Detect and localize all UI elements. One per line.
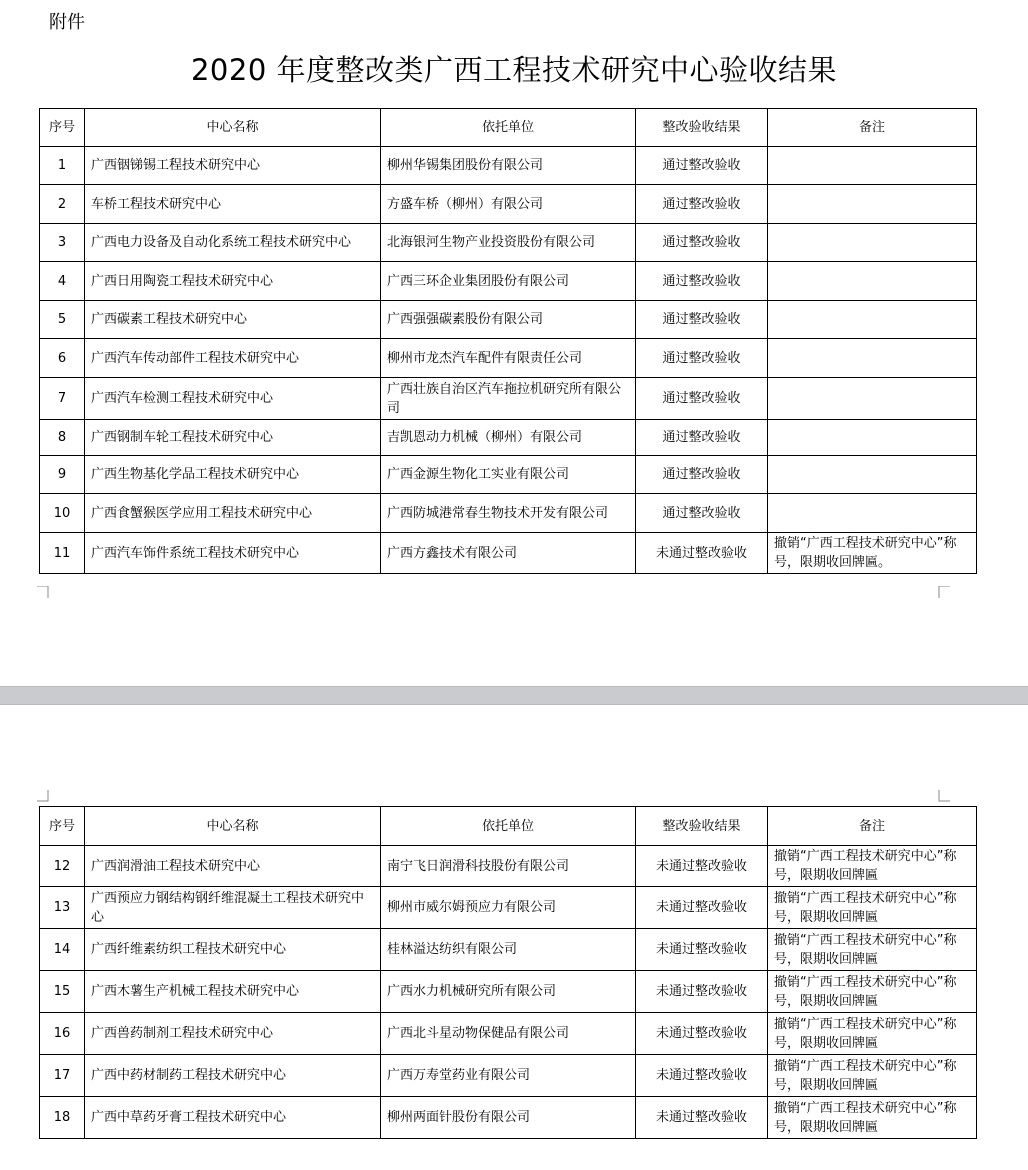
remark-cell [768,185,977,224]
host-unit-cell: 柳州两面针股份有限公司 [381,1097,636,1139]
crop-mark-icon [37,586,49,598]
remark-cell: 撤销“广西工程技术研究中心”称号，限期收回牌匾 [768,929,977,971]
acceptance-result-cell: 未通过整改验收 [636,1013,768,1055]
row-number-cell: 4 [40,262,85,301]
center-name-cell: 广西汽车传动部件工程技术研究中心 [85,339,381,378]
host-unit-cell: 北海银河生物产业投资股份有限公司 [381,224,636,262]
row-number-cell: 18 [40,1097,85,1139]
center-name-cell: 广西碳素工程技术研究中心 [85,301,381,339]
table-row [40,262,977,301]
attachment-label: 附件 [49,12,85,33]
center-name-cell: 广西生物基化学品工程技术研究中心 [85,456,381,494]
results-table-page1 [39,108,977,574]
acceptance-result-cell: 通过整改验收 [636,301,768,339]
acceptance-result-cell: 通过整改验收 [636,494,768,533]
row-number-cell: 3 [40,224,85,262]
acceptance-result-cell: 通过整改验收 [636,420,768,456]
header-remark: 备注 [768,807,977,846]
acceptance-result-cell: 未通过整改验收 [636,1055,768,1097]
remark-cell: 撤销“广西工程技术研究中心”称号，限期收回牌匾 [768,1097,977,1139]
center-name-cell: 广西铟锑锡工程技术研究中心 [85,147,381,185]
header-center: 中心名称 [85,109,381,147]
remark-cell [768,147,977,185]
header-no: 序号 [40,109,85,147]
center-name-cell: 广西润滑油工程技术研究中心 [85,846,381,887]
table-row [40,224,977,262]
acceptance-result-cell: 未通过整改验收 [636,929,768,971]
remark-cell [768,420,977,456]
header-unit: 依托单位 [381,807,636,846]
header-remark: 备注 [768,109,977,147]
row-number-cell: 2 [40,185,85,224]
remark-cell: 撤销“广西工程技术研究中心”称号，限期收回牌匾 [768,846,977,887]
acceptance-result-cell: 通过整改验收 [636,224,768,262]
table-row [40,301,977,339]
acceptance-result-cell: 未通过整改验收 [636,1097,768,1139]
center-name-cell: 广西食蟹猴医学应用工程技术研究中心 [85,494,381,533]
table-row [40,185,977,224]
acceptance-result-cell: 通过整改验收 [636,456,768,494]
table-row [40,533,977,574]
table-row [40,1097,977,1139]
remark-cell [768,378,977,420]
host-unit-cell: 广西金源生物化工实业有限公司 [381,456,636,494]
table-row [40,378,977,420]
center-name-cell: 广西纤维素纺织工程技术研究中心 [85,929,381,971]
header-center: 中心名称 [85,807,381,846]
host-unit-cell: 广西防城港常春生物技术开发有限公司 [381,494,636,533]
remark-cell [768,339,977,378]
host-unit-cell: 广西北斗星动物保健品有限公司 [381,1013,636,1055]
acceptance-result-cell: 未通过整改验收 [636,533,768,574]
center-name-cell: 广西兽药制剂工程技术研究中心 [85,1013,381,1055]
remark-cell: 撤销“广西工程技术研究中心”称号，限期收回牌匾 [768,1055,977,1097]
row-number-cell: 6 [40,339,85,378]
table-row [40,494,977,533]
header-result: 整改验收结果 [636,807,768,846]
host-unit-cell: 柳州市威尔姆预应力有限公司 [381,887,636,929]
table-row [40,929,977,971]
center-name-cell: 广西中药材制药工程技术研究中心 [85,1055,381,1097]
center-name-cell: 广西汽车饰件系统工程技术研究中心 [85,533,381,574]
center-name-cell: 广西日用陶瓷工程技术研究中心 [85,262,381,301]
acceptance-result-cell: 通过整改验收 [636,378,768,420]
remark-cell: 撤销“广西工程技术研究中心”称号，限期收回牌匾 [768,887,977,929]
page-separator [0,686,1028,705]
table-row [40,887,977,929]
table-row [40,339,977,378]
remark-cell [768,301,977,339]
row-number-cell: 5 [40,301,85,339]
row-number-cell: 11 [40,533,85,574]
row-number-cell: 12 [40,846,85,887]
row-number-cell: 7 [40,378,85,420]
acceptance-result-cell: 未通过整改验收 [636,887,768,929]
host-unit-cell: 吉凯恩动力机械（柳州）有限公司 [381,420,636,456]
host-unit-cell: 柳州市龙杰汽车配件有限责任公司 [381,339,636,378]
center-name-cell: 车桥工程技术研究中心 [85,185,381,224]
row-number-cell: 1 [40,147,85,185]
acceptance-result-cell: 通过整改验收 [636,185,768,224]
row-number-cell: 15 [40,971,85,1013]
table-header-row [40,109,977,147]
host-unit-cell: 广西万寿堂药业有限公司 [381,1055,636,1097]
header-no: 序号 [40,807,85,846]
row-number-cell: 13 [40,887,85,929]
results-table-page2 [39,806,977,1139]
host-unit-cell: 广西三环企业集团股份有限公司 [381,262,636,301]
acceptance-result-cell: 通过整改验收 [636,339,768,378]
header-unit: 依托单位 [381,109,636,147]
center-name-cell: 广西预应力钢结构钢纤维混凝土工程技术研究中心 [85,887,381,929]
center-name-cell: 广西钢制车轮工程技术研究中心 [85,420,381,456]
row-number-cell: 8 [40,420,85,456]
host-unit-cell: 广西水力机械研究所有限公司 [381,971,636,1013]
acceptance-result-cell: 通过整改验收 [636,147,768,185]
table-row [40,147,977,185]
table-row [40,420,977,456]
row-number-cell: 14 [40,929,85,971]
row-number-cell: 16 [40,1013,85,1055]
host-unit-cell: 柳州华锡集团股份有限公司 [381,147,636,185]
row-number-cell: 9 [40,456,85,494]
center-name-cell: 广西汽车检测工程技术研究中心 [85,378,381,420]
remark-cell [768,262,977,301]
table-row [40,1055,977,1097]
crop-mark-icon [938,790,950,802]
center-name-cell: 广西电力设备及自动化系统工程技术研究中心 [85,224,381,262]
remark-cell: 撤销“广西工程技术研究中心”称号，限期收回牌匾 [768,1013,977,1055]
center-name-cell: 广西木薯生产机械工程技术研究中心 [85,971,381,1013]
remark-cell: 撤销“广西工程技术研究中心”称号，限期收回牌匾。 [768,533,977,574]
table-row [40,971,977,1013]
acceptance-result-cell: 未通过整改验收 [636,971,768,1013]
row-number-cell: 17 [40,1055,85,1097]
host-unit-cell: 桂林溢达纺织有限公司 [381,929,636,971]
host-unit-cell: 方盛车桥（柳州）有限公司 [381,185,636,224]
table-row [40,846,977,887]
remark-cell: 撤销“广西工程技术研究中心”称号，限期收回牌匾 [768,971,977,1013]
host-unit-cell: 广西方鑫技术有限公司 [381,533,636,574]
document-title: 2020 年度整改类广西工程技术研究中心验收结果 [190,53,838,87]
table-row [40,1013,977,1055]
table-row [40,456,977,494]
table-header-row [40,807,977,846]
acceptance-result-cell: 通过整改验收 [636,262,768,301]
header-result: 整改验收结果 [636,109,768,147]
crop-mark-icon [938,586,950,598]
remark-cell [768,224,977,262]
row-number-cell: 10 [40,494,85,533]
acceptance-result-cell: 未通过整改验收 [636,846,768,887]
host-unit-cell: 广西强强碳素股份有限公司 [381,301,636,339]
remark-cell [768,456,977,494]
center-name-cell: 广西中草药牙膏工程技术研究中心 [85,1097,381,1139]
crop-mark-icon [37,790,49,802]
host-unit-cell: 广西壮族自治区汽车拖拉机研究所有限公司 [381,378,636,420]
remark-cell [768,494,977,533]
host-unit-cell: 南宁飞日润滑科技股份有限公司 [381,846,636,887]
